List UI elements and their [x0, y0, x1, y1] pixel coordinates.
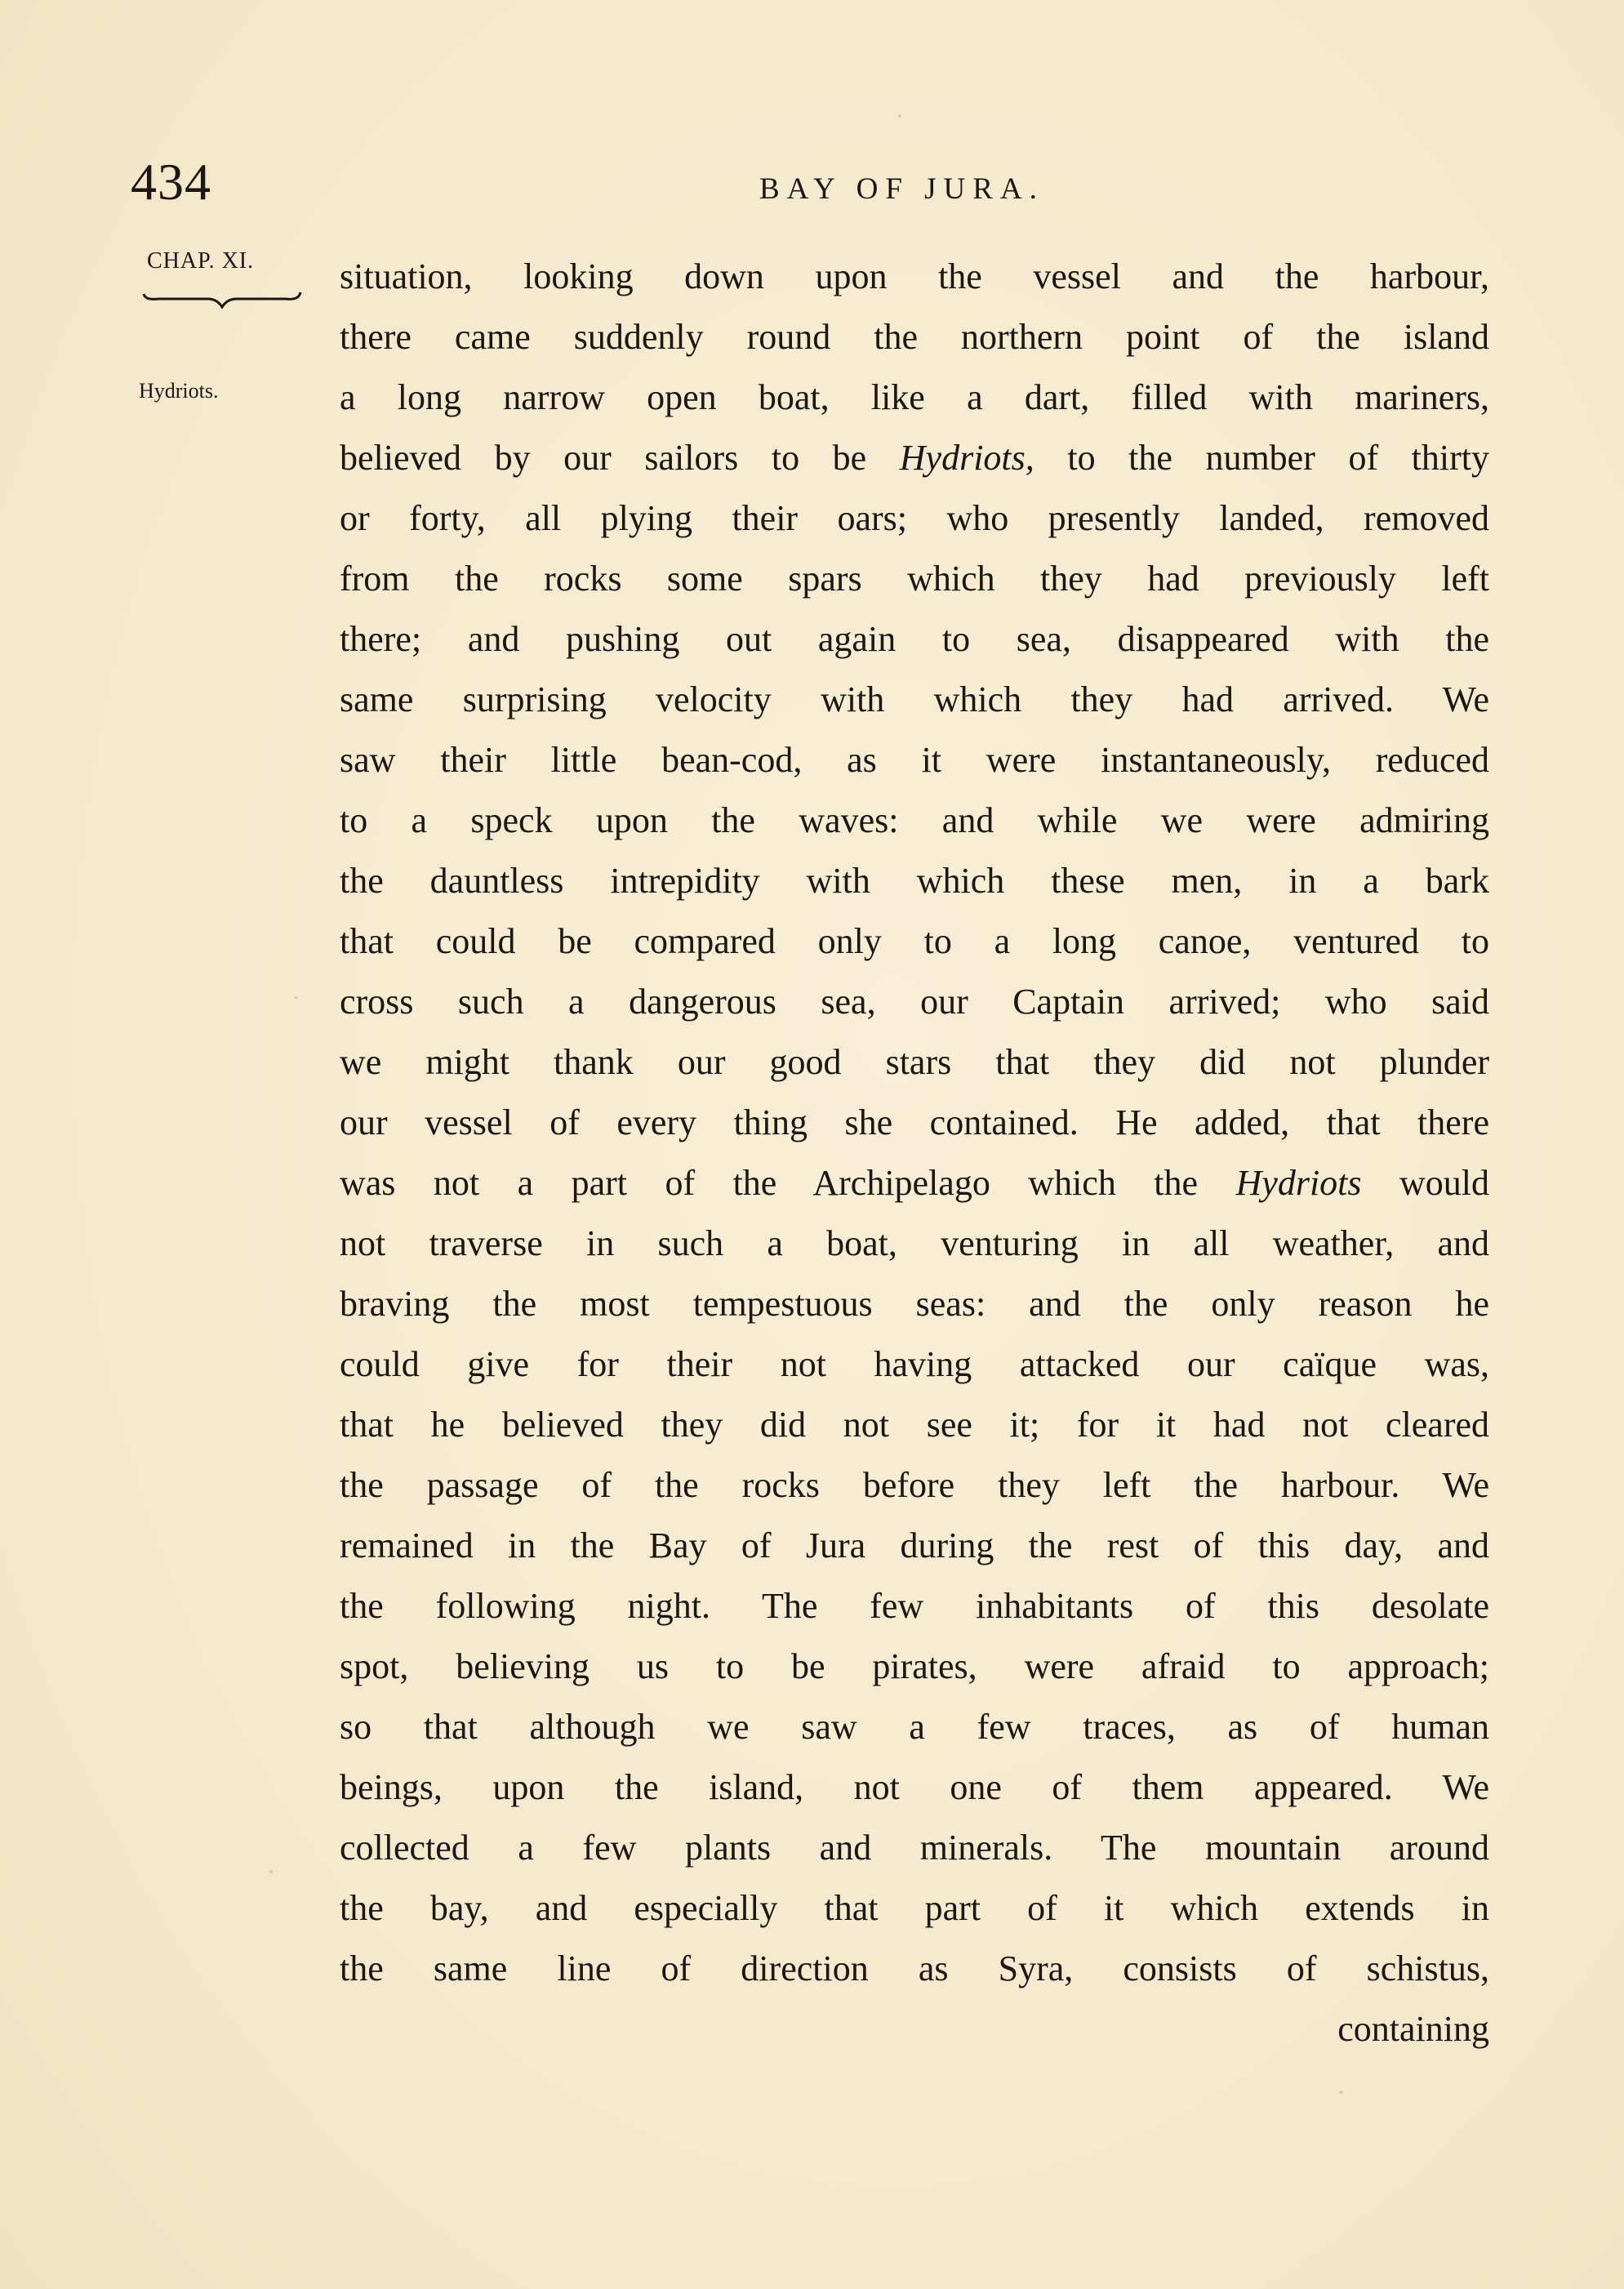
text-line [340, 1818, 1489, 1878]
text-span: the following night. The few inhabitants of this desolate [340, 1586, 1489, 1626]
text-span: that he believed they did not see it; for it had not cleared [340, 1405, 1489, 1445]
paper-speck [1339, 2091, 1343, 2094]
paper-speck [269, 1870, 273, 1873]
text-span: there; and pushing out again to sea, disappeared with the [340, 619, 1489, 659]
text-line [340, 1274, 1489, 1334]
text-line [340, 367, 1489, 428]
text-line [340, 1637, 1489, 1697]
text-span: spot, believing us to be pirates, were afraid to approach; [340, 1646, 1489, 1686]
text-line [340, 1395, 1489, 1455]
text-span: a long narrow open boat, like a dart, filled with mariners, [340, 377, 1489, 417]
text-line [340, 1455, 1489, 1516]
text-line [340, 428, 1489, 488]
text-span: would [1361, 1163, 1489, 1203]
text-span: to the number of thirty [1034, 438, 1489, 478]
text-line [340, 1697, 1489, 1757]
italic-text: Hydriots, [899, 438, 1034, 478]
text-span: there came suddenly round the northern point of the island [340, 317, 1489, 357]
text-span: same surprising velocity with which they had arrived. We [340, 679, 1489, 719]
text-line [340, 1576, 1489, 1637]
text-line [340, 730, 1489, 790]
body-text [340, 247, 1489, 2060]
paper-speck [294, 996, 298, 999]
text-span: saw their little bean-cod, as it were instantaneously, reduced [340, 740, 1489, 780]
text-span: so that although we saw a few traces, as of human [340, 1707, 1489, 1747]
text-line [340, 1214, 1489, 1274]
text-line [340, 307, 1489, 367]
text-span: from the rocks some spars which they had previously left [340, 559, 1489, 599]
text-line [340, 790, 1489, 851]
running-head: BAY OF JURA. [759, 172, 1044, 206]
text-span: that could be compared only to a long canoe, ventured to [340, 921, 1489, 961]
text-span: the passage of the rocks before they left the harbour. We [340, 1465, 1489, 1505]
text-line [340, 1093, 1489, 1153]
text-line [340, 1032, 1489, 1093]
chapter-label: CHAP. XI. [147, 248, 255, 274]
paper-speck [898, 114, 901, 118]
text-line [340, 1878, 1489, 1939]
text-span: the dauntless intrepidity with which these men, in a bark [340, 861, 1489, 901]
text-span: to a speck upon the waves: and while we were admiring [340, 800, 1489, 840]
text-span: situation, looking down upon the vessel and the harbour, [340, 256, 1489, 296]
text-line [340, 1939, 1489, 1999]
text-span: the bay, and especially that part of it which extends in [340, 1888, 1489, 1928]
text-line [340, 1153, 1489, 1214]
text-line [340, 247, 1489, 307]
text-span: could give for their not having attacked our caïque was, [340, 1344, 1489, 1384]
text-span: our vessel of every thing she contained. He added, that there [340, 1102, 1489, 1142]
page-number: 434 [131, 153, 211, 211]
text-line [340, 488, 1489, 549]
text-span: containing [1337, 2009, 1489, 2049]
text-line [340, 609, 1489, 670]
text-span: not traverse in such a boat, venturing in all weather, and [340, 1223, 1489, 1263]
italic-text: Hydriots [1235, 1163, 1362, 1203]
text-line [340, 911, 1489, 972]
text-span: we might thank our good stars that they did not plunder [340, 1042, 1489, 1082]
text-span: cross such a dangerous sea, our Captain arrived; who said [340, 982, 1489, 1022]
text-line [340, 1757, 1489, 1818]
text-line [340, 1516, 1489, 1576]
text-line [340, 670, 1489, 730]
text-span: beings, upon the island, not one of them appeared. We [340, 1767, 1489, 1807]
chapter-brace-ornament [140, 286, 304, 310]
text-line [340, 972, 1489, 1032]
text-span: remained in the Bay of Jura during the rest of this day, and [340, 1525, 1489, 1565]
text-line [340, 549, 1489, 609]
side-note-hydriots: Hydriots. [139, 379, 219, 403]
text-line [340, 1999, 1489, 2060]
text-span: believed by our sailors to be [340, 438, 900, 478]
text-line [340, 1334, 1489, 1395]
text-span: the same line of direction as Syra, consists of schistus, [340, 1948, 1489, 1988]
text-span: braving the most tempestuous seas: and the only reason he [340, 1284, 1489, 1324]
text-span: collected a few plants and minerals. The mountain around [340, 1828, 1489, 1868]
text-span: or forty, all plying their oars; who presently landed, removed [340, 498, 1489, 538]
text-span: was not a part of the Archipelago which the [340, 1163, 1236, 1203]
text-line [340, 851, 1489, 911]
